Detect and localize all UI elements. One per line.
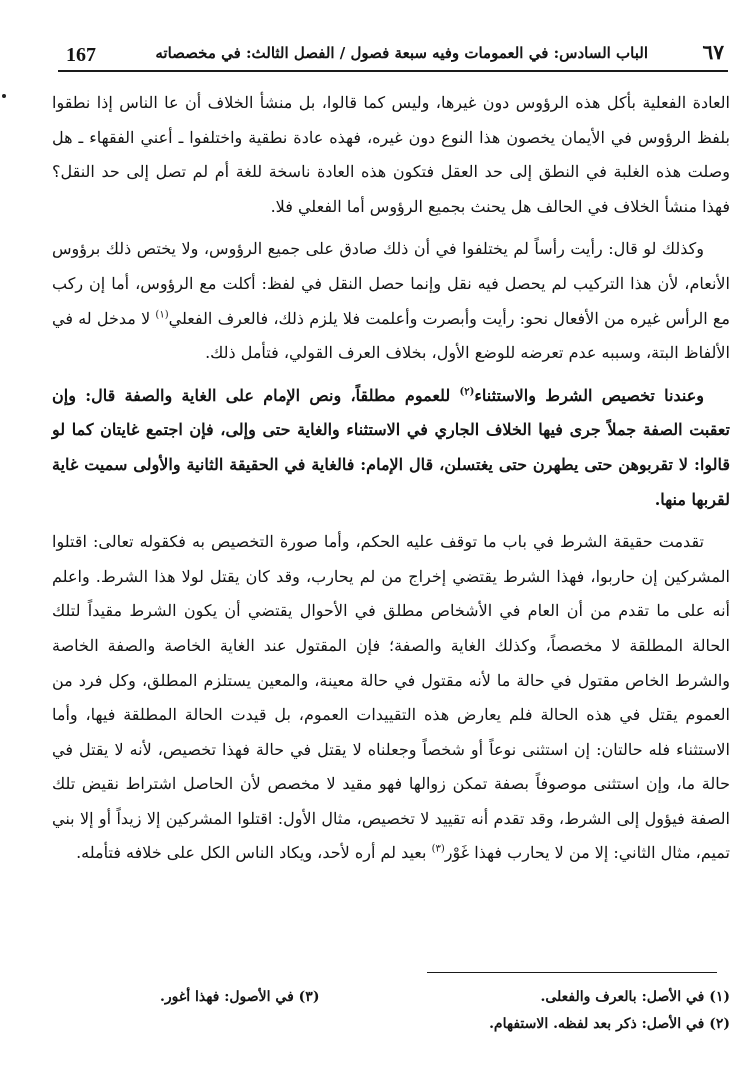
paragraph-4-part-b: بعيد لم أره لأحد، ويكاد الناس الكل على خلافه فتأمله.: [76, 843, 432, 863]
page-number: 167: [66, 44, 96, 66]
footnotes: [160, 984, 730, 1038]
footnote-3: (٣) في الأصول: فهذا أغور.: [160, 989, 320, 1005]
margin-mark: [2, 94, 6, 98]
paragraph-2: [52, 232, 730, 370]
main-text: [52, 86, 730, 871]
footnote-1: (١) في الأصل: بالعرف والفعلى.: [540, 989, 730, 1005]
arabic-page-number: ٦٧: [702, 40, 724, 64]
paragraph-4-part-a: تقدمت حقيقة الشرط في باب ما توقف عليه الحكم، وأما صورة التخصيص به فكقوله تعالى: اقتلوا المشركين إن حاربوا، فهذا الشرط يقتضي إخراج من لم يحارب، وقد كان يقتل لولا هذا الشرط. واعلم أنه على ما تقدم من أن العام في الأشخاص مطلق في الأحوال يقتضي أن يكون الشرط مقيداً لتلك الحالة المطلقة لا مخصصاً، وكذلك الغاية والصفة؛ فإن المقتول عند الغاية الخاصة والصفة الخاصة والشرط الخاص مقتول في حالة ما لأنه مقتول في حالة معينة، والمعين يستلزم المطلق، وكل فرد من العموم يقتل في هذه الحالة فلم يعارض هذه التقييدات العموم، بل قيدت الحالة المطلقة فيها، وأما الاستثناء فله حالتان: إن استثنى نوعاً أو شخصاً وجعلناه لا يقتل في حالة فهذا تخصيص، لأنه لا يقتل في حالة ما، وإن استثنى موصوفاً بصفة تمكن زوالها فهو مقيد لا مخصص لأن الحاصل اشتراط نقيض تلك الصفة فيؤول إلى الشرط، وقد تقدم أنه تقييد لا تخصيص، مثال الأول: اقتلوا المشركين إلا زيداً أو إلا بني تميم، مثال الثاني: إلا من لا يحارب فهذا غَوْر: [52, 532, 731, 863]
footnote-ref-1: (١): [155, 309, 169, 321]
footnote-2: (٢) في الأصل: ذكر بعد لفظه. الاستفهام.: [489, 1016, 730, 1032]
footnote-row: [160, 984, 730, 1011]
footnote-ref-3: (٣): [431, 844, 445, 856]
paragraph-4: [52, 525, 730, 871]
running-title: الباب السادس: في العمومات وفيه سبعة فصول / الفصل الثالث: في مخصصاته: [155, 44, 648, 62]
page-header: [58, 40, 728, 72]
footnote-divider: [427, 972, 717, 973]
paragraph-1: العادة الفعلية بأكل هذه الرؤوس دون غيرها، وليس كما قالوا، بل منشأ الخلاف أن عا الناس إذا نطقوا بلفظ الرؤوس في الأيمان يخصون هذا النوع دون غيره، فهذه عادة نطقية واختلفوا ـ أعني الفقهاء ـ هل وصلت هذه الغلبة في النطق إلى حد العقل فتكون هذه العادة ناسخة للغة أم لم تصل إلى حد النقل؟ فهذا منشأ الخلاف في الحالف هل يحنث بجميع الرؤوس أما الفعلي فلا.: [52, 93, 731, 216]
paragraph-3-part-a: وعندنا تخصيص الشرط والاستثناء: [474, 385, 705, 405]
paragraph-3-part-b: للعموم مطلقاً، ونص الإمام على الغاية والصفة قال: وإن تعقبت الصفة جملاً جرى فيها الخلاف الجاري في الاستثناء والغاية حتى وإلى، فإن اجتمع غايتان كما لو قالوا: لا تقربوهن حتى يطهرن حتى يغتسلن، قال الإمام: فالغاية في الحقيقة الثانية والأولى سميت غاية لقربها منها.: [52, 385, 730, 509]
paragraph-2-part-a: وكذلك لو قال: رأيت رأساً لم يختلفوا في أن ذلك صادق على جميع الرؤوس، ولا يختص ذلك برؤوس الأنعام، لأن هذا التركيب لم يحصل فيه نقل وإنما حصل النقل في لفظ: أكلت مع الرؤوس، أما إن ركب مع الرأس غيره من الأفعال نحو: رأيت وأبصرت وأعلمت فلا يلزم ذلك، فالعرف الفعلي: [52, 239, 731, 328]
paragraph-2-part-b: لا مدخل له في الألفاظ البتة، وسببه عدم تعرضه للوضع الأول، بخلاف العرف القولي، فتأمل ذلك.: [52, 308, 730, 363]
footnote-ref-2: (٢): [459, 386, 475, 398]
paragraph-3: [52, 379, 730, 517]
